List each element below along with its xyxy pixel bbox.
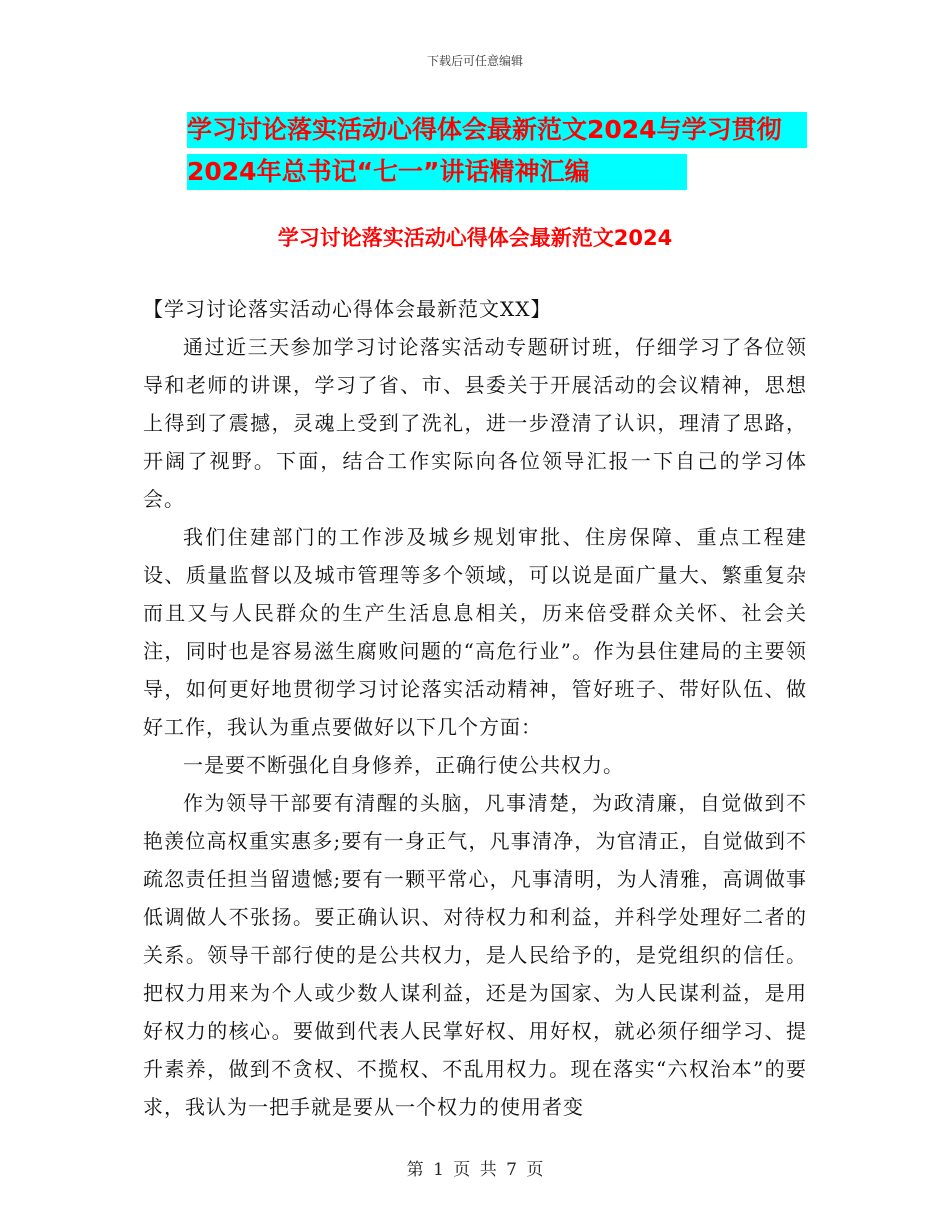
header-note: 下载后可任意编辑 [426,54,523,68]
paragraph: 一是要不断强化自身修养，正确行使公共权力。 [183,753,624,777]
title-line-1: 学习讨论落实活动心得体会最新范文2024与学习贯彻 [187,112,807,148]
section-subtitle: 学习讨论落实活动心得体会最新范文2024 [277,226,673,250]
title-line-2: 2024年总书记“七一”讲话精神汇编 [187,154,687,190]
article-tag: 【学习讨论落实活动心得体会最新范文XX】 [143,297,552,321]
page-footer: 第 1 页 共 7 页 [406,1160,544,1180]
paragraph: 通过近三天参加学习讨论落实活动专题研讨班，仔细学习了各位领导和老师的讲课，学习了省、市、县委关于开展活动的会议精神，思想上得到了震撼，灵魂上受到了洗礼，进一步澄清了认识，理清了思路，开阔了视野。下面，结合工作实际向各位领导汇报一下自己的学习体会。 [143,335,807,511]
paragraph: 作为领导干部要有清醒的头脑，凡事清楚，为政清廉，自觉做到不艳羡位高权重实惠多;要有一身正气，凡事清净，为官清正，自觉做到不疏忽责任担当留遗憾;要有一颗平常心，凡事清明，为人清雅，高调做事低调做人不张扬。要正确认识、对待权力和利益，并科学处理好二者的关系。领导干部行使的是公共权力，是人民给予的，是党组织的信任。把权力用来为个人或少数人谋利益，还是为国家、为人民谋利益，是用好权力的核心。要做到代表人民掌好权、用好权，就必须仔细学习、提升素养，做到不贪权、不揽权、不乱用权力。现在落实“六权治本”的要求，我认为一把手就是要从一个权力的使用者变 [143,791,807,1119]
document-body [143,290,807,1126]
paragraph: 我们住建部门的工作涉及城乡规划审批、住房保障、重点工程建设、质量监督以及城市管理等多个领域，可以说是面广量大、繁重复杂而且又与人民群众的生产生活息息相关，历来倍受群众关怀、社会关注，同时也是容易滋生腐败问题的“高危行业”。作为县住建局的主要领导，如何更好地贯彻学习讨论落实活动精神，管好班子、带好队伍、做好工作，我认为重点要做好以下几个方面： [143,525,807,739]
